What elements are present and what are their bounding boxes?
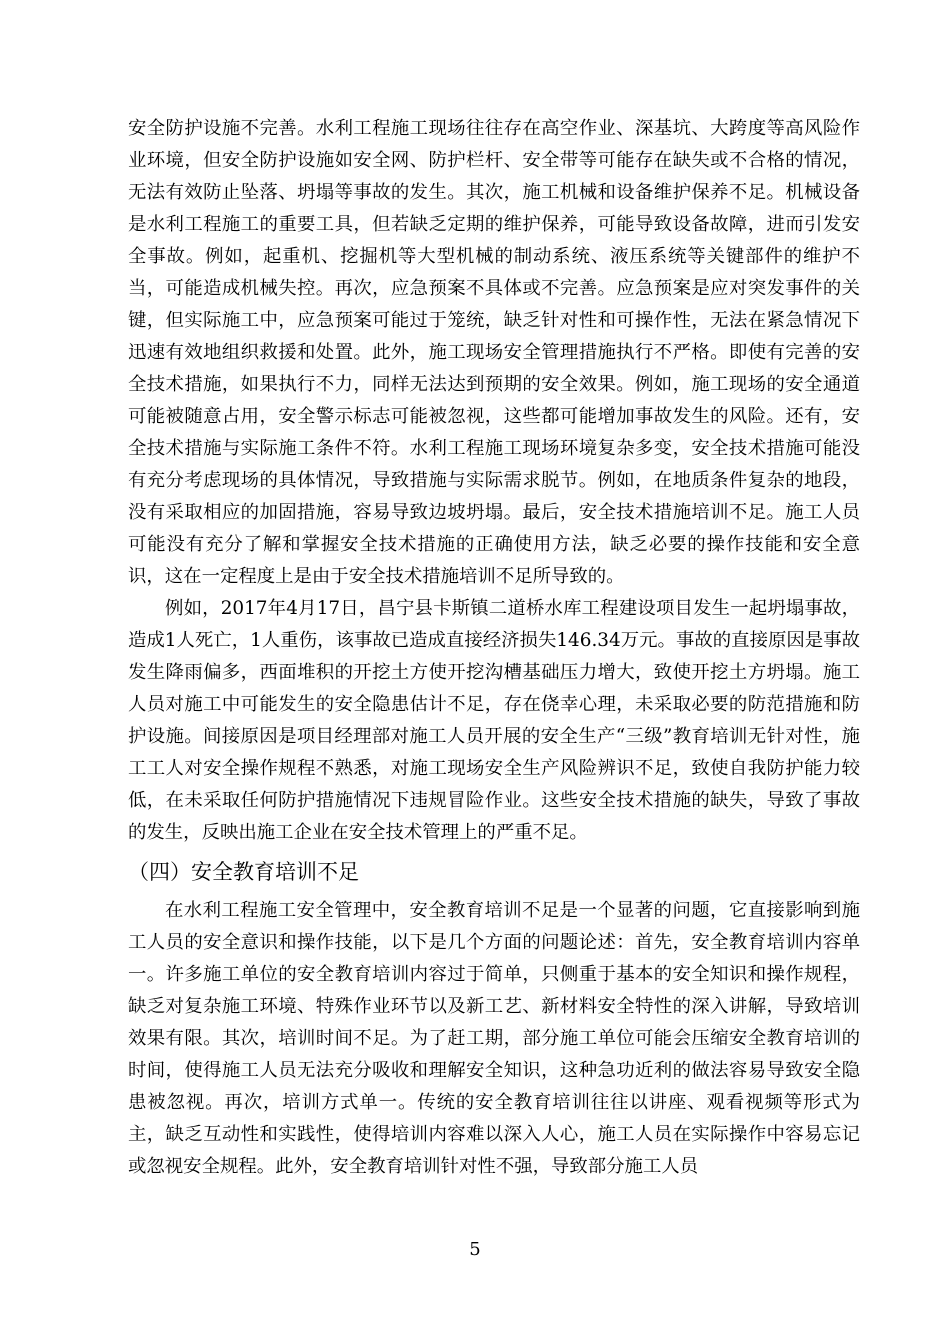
paragraph-safety-measures: 安全防护设施不完善。水利工程施工现场往往存在高空作业、深基坑、大跨度等高风险作业环境，但安全防护设施如安全网、防护栏杆、安全带等可能存在缺失或不合格的情况，无法有效防止坠落、坍塌等事故的发生。其次，施工机械和设备维护保养不足。机械设备是水利工程施工的重要工具，但若缺乏定期的维护保养，可能导致设备故障，进而引发安全事故。例如，起重机、挖掘机等大型机械的制动系统、液压系统等关键部件的维护不当，可能造成机械失控。再次，应急预案不具体或不完善。应急预案是应对突发事件的关键，但实际施工中，应急预案可能过于笼统，缺乏针对性和可操作性，无法在紧急情况下迅速有效地组织救援和处置。此外，施工现场安全管理措施执行不严格。即使有完善的安全技术措施，如果执行不力，同样无法达到预期的安全效果。例如，施工现场的安全通道可能被随意占用，安全警示标志可能被忽视，这些都可能增加事故发生的风险。还有，安全技术措施与实际施工条件不符。水利工程施工现场环境复杂多变，安全技术措施可能没有充分考虑现场的具体情况，导致措施与实际需求脱节。例如，在地质条件复杂的地段，没有采取相应的加固措施，容易导致边坡坍塌。最后，安全技术措施培训不足。施工人员可能没有充分了解和掌握安全技术措施的正确使用方法，缺乏必要的操作技能和安全意识，这在一定程度上是由于安全技术措施培训不足所导致的。 bbox=[128, 118, 860, 587]
page-number: 5 bbox=[469, 1239, 481, 1260]
paragraph-training-insufficient: 在水利工程施工安全管理中，安全教育培训不足是一个显著的问题，它直接影响到施工人员的安全意识和操作技能，以下是几个方面的问题论述：首先，安全教育培训内容单一。许多施工单位的安全教育培训内容过于简单，只侧重于基本的安全知识和操作规程，缺乏对复杂施工环境、特殊作业环节以及新工艺、新材料安全特性的深入讲解，导致培训效果有限。其次，培训时间不足。为了赶工期，部分施工单位可能会压缩安全教育培训的时间，使得施工人员无法充分吸收和理解安全知识，这种急功近利的做法容易导致安全隐患被忽视。再次，培训方式单一。传统的安全教育培训往往以讲座、观看视频等形式为主，缺乏互动性和实践性，使得培训内容难以深入人心，施工人员在实际操作中容易忘记或忽视安全规程。此外，安全教育培训针对性不强，导致部分施工人员 bbox=[128, 900, 860, 1177]
paragraph-accident-example: 例如，2017年4月17日，昌宁县卡斯镇二道桥水库工程建设项目发生一起坍塌事故，造成1人死亡，1人重伤，该事故已造成直接经济损失146.34万元。事故的直接原因是事故发生降雨偏多，西面堆积的开挖土方使开挖沟槽基础压力增大，致使开挖土方坍塌。施工人员对施工中可能发生的安全隐患估计不足，存在侥幸心理，未采取必要的防范措施和防护设施。间接原因是项目经理部对施工人员开展的安全生产“三级”教育培训无针对性，施工工人对安全操作规程不熟悉，对施工现场安全生产风险辨识不足，致使自我防护能力较低，在未采取任何防护措施情况下违规冒险作业。这些安全技术措施的缺失，导致了事故的发生，反映出施工企业在安全技术管理上的严重不足。 bbox=[128, 598, 860, 843]
page-content bbox=[128, 113, 860, 1183]
section-heading: （四）安全教育培训不足 bbox=[128, 860, 359, 884]
